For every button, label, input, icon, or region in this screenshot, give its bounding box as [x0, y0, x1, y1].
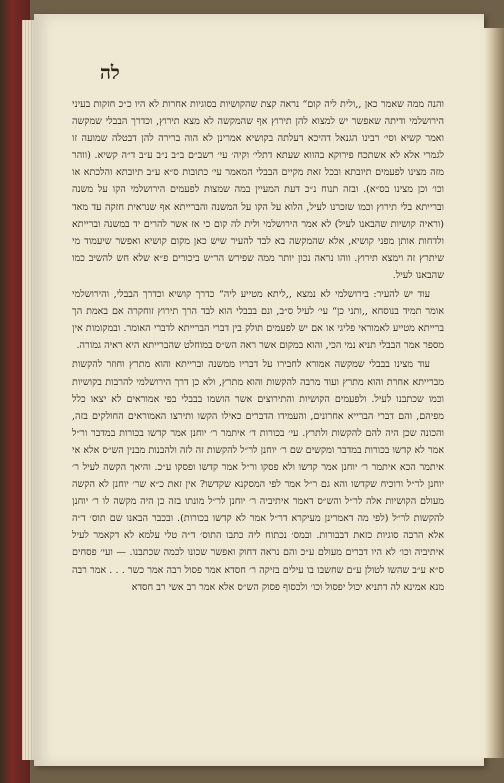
paragraph: עוד מצינו בבבלי שמקשה אמורא לחבירו על דבריו ממשנה וברייתא והוא מתרץ וחוזר להקשות מברייתא אחרת והוא מתרץ ועוד מרבה להקשות והוא מתרץ, ולא כן דרך הירושלמי להרבות בקושיות וכמו שכתבנו לעיל. ולפעמים הקושיות והתירוצים אשר הושמו בבבלי בפי אמוראים לא יצאו כלל מפיהם, והם דברי הברייא אחרונים, והעמידו הדברים כאילו הקשו ותירצו האמוראים החולקים בזה, והכונה שכן היה להם להקשות ולתרץ. עי׳ בכורות ד׳ איתמר ר׳ יוחנן אמר קדשו בכורות במדבר ור״ל אמר לא קדשו בכורות במדבר ומקשים שם ר׳ יוחנן לר״ל להקשות זה לזה ולהבנות מבנין הש״ס אלא אי איתמר הכא איתמר ר׳ יוחנן אמר קדשו ולא פסקו ור״ל אמר קדשו ופסקו ע״כ. והיאך הקשה לעיל ר׳ יוחנן לר״ל ורוכיח שקדשו והא גם ר״ל אמר לפי המסקנא שקדשו? אין זאת כ״א שר׳ יוחנן לא הקשה מעולם הקושיות אלה לר״ל והש״ס דאמר איתיביה ר׳ יוחנן לר״ל מונתו בזה כן היה מקשה לו ר׳ יוחנן להקשות לר״ל (לפי מה דאמרינן מעיקרא דר״ל אמר לא קדשו בכורות). ובכבר הבאנו שם תוס׳ ד״ה אלא הרבה סוגיות כזאת דבבורות. ובמס׳ נכתוח ליה כתבו התוס׳ ד״ה טלי עלמא לא דקאמר לעיל איתיביה וכו׳ לא היו דברים מעולם ע״כ והם נראה דחוק ואפשר שכונו לכמה שכתבנו. — ועי׳ פסחים ס״א ע״ב שהשו לטולן ע״ם שחשבו בו עילים בזיקה ר׳ חסדא אמר פסול רבה אמר כשר . . . אמר רבה מנא אמינא לה דתניא יכול יפסול וכו׳ ולכסוף פסוק הש״ס אלא אמר רב אשי רב חסדא [72, 359, 444, 593]
book-spine-shadow [484, 28, 504, 758]
paragraph: והנה ממה שאמר כאן ,,ולית ליה קום“ נראה קצת שהקושיות בסוגיות אחרות לא היו כ״כ חזקות בעיני הירושלמי ודיתה שאפשר יש למצוא להן תירוץ אף שהמקשה לא מצא תירוץ, וכדרך הבבלי שמקשה ואמר קשיא וסי׳ רבינו הגנאל דהיכא דעלתה בקושיא אמרינן לא הוה ברירה להן דבטלה שמועה זו לגמרי אלא לא אשתכח פירוקא בהווא שעתא דתלי׳ וקיה׳ עי׳ רשב״ם ב״ב נ״ב ע״ב ד״ה קשיא. (ווהר מזה מצינו לפעמים תיובתא ובכל זאת מקיים הבבלי המאמר עי׳ כתובות ס״א ע״ב תיובתא והלכתא או וכו׳ וכן מצינו בס״א). ובזה תנוח נ״כ דעת המעיין במה שמצות לפעמים הירושלמי הקו על משנה וברייתא בלי תירוץ וכמו שזכרנו לעיל, הלוא על הקו על המשנה והברייתא אף שנראית חזקה עד מאד (וראיה קושיות שהבאנו לעיל) לא אמר הירושלמי ולית לה קום כי אז אשר להרים יד במשנה וברייתא ולדחות אותן מפני קושיא, אלא שהמקשה בא לבד להעיר שיש כאן מקום קושיא ואפשר שיעמוד מי שיתרץ זה וימצא תירוץ. ווהו נראה נכון יותר ממה שפירש הר״ש ביכורים פ״א שלא חש להשיב כמו שהבאנו לעיל. [72, 99, 444, 281]
page-text [72, 96, 444, 598]
paragraph: עוד יש להעיר: בירושלמי לא נמצא ,,ליתא מטייע ליה“ כדרך קושיא וכדרך הבבלי, והירושלמי אומר תמיד בנוסחא ,,ותני כן“ עי׳ לעיל ס״ב, ונם בבבלי הוא לבד הרך תירוץ זוחקרה אם באמת הך ברייתא מטייע לאמוראי פליגי או אם יש לפעמים תולק בין דברי הברייתא לדברי האומר. ובמקומות אין מספר אמר הבבלי תניא נמי הכי, והוא במקום אשר ראה הש״ס במוחלט שהברייתא היא ראיה גמורה. [72, 289, 444, 352]
page-number: לה [100, 62, 120, 84]
